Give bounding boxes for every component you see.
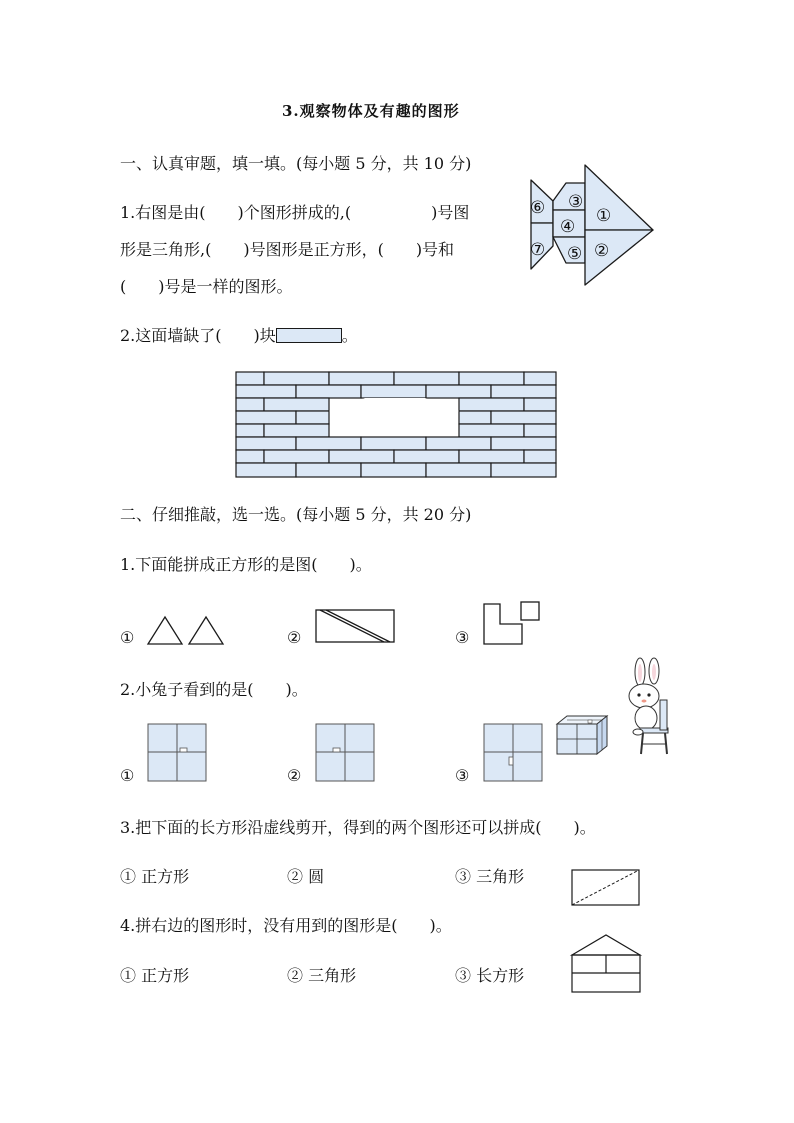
- s2-q2-option-2[interactable]: ②: [287, 766, 302, 785]
- s1-q2-text: [120, 326, 358, 346]
- page-title: 3.观察物体及有趣的图形: [282, 102, 460, 120]
- brick-icon: [276, 328, 342, 343]
- s2-q3-option-3[interactable]: ③ 三角形: [455, 867, 525, 886]
- rectangle-with-diagonal-icon: [314, 608, 396, 644]
- s2-q2-option-3[interactable]: ③: [455, 766, 470, 785]
- s2-q3-option-2[interactable]: ② 圆: [287, 867, 325, 886]
- s2-q3-option-1[interactable]: ① 正方形: [120, 867, 190, 886]
- label-piece-1: ①: [596, 206, 612, 226]
- s2-q1-option-3[interactable]: ③: [455, 628, 470, 647]
- s2-q1-option-1[interactable]: ①: [120, 628, 135, 647]
- s1-q1-line3: ( )号是一样的图形。: [120, 277, 293, 296]
- dashed-rectangle-icon: [570, 868, 642, 908]
- label-piece-2: ②: [594, 241, 610, 261]
- label-piece-4: ④: [560, 217, 576, 237]
- s1-q2-text-after: 。: [341, 326, 358, 345]
- s2-q4-text: 4.拼右边的图形时，没有用到的图形是( )。: [120, 916, 452, 935]
- s2-q3-text: 3.把下面的长方形沿虚线剪开，得到的两个图形还可以拼成( )。: [120, 818, 596, 837]
- label-piece-3: ③: [568, 192, 584, 212]
- s1-q1-line2: 形是三角形,( )号图形是正方形，( )号和: [120, 240, 455, 259]
- brick-wall-figure: [235, 371, 558, 479]
- house-shape-icon: [570, 933, 642, 995]
- view-option-1-icon: [147, 723, 209, 783]
- s1-q1-line1: 1.右图是由( )个图形拼成的,( )号图: [120, 203, 470, 222]
- s2-q2-text: 2.小兔子看到的是( )。: [120, 680, 308, 699]
- s2-q4-option-2[interactable]: ② 三角形: [287, 966, 357, 985]
- section1-heading: 一、认真审题，填一填。(每小题 5 分，共 10 分): [120, 154, 472, 173]
- two-triangles-icon: [146, 614, 226, 646]
- s2-q4-option-1[interactable]: ① 正方形: [120, 966, 190, 985]
- s1-q2-text-before: 2.这面墙缺了( )块: [120, 326, 276, 345]
- label-piece-6: ⑥: [530, 198, 546, 218]
- s2-q4-option-3[interactable]: ③ 长方形: [455, 966, 525, 985]
- view-option-2-icon: [315, 723, 377, 783]
- box-icon: [555, 714, 609, 756]
- tangram-fish-figure: [528, 163, 656, 289]
- section2-heading: 二、仔细推敲，选一选。(每小题 5 分，共 20 分): [120, 505, 472, 524]
- label-piece-5: ⑤: [567, 244, 583, 264]
- view-option-3-icon: [483, 723, 545, 783]
- s2-q1-option-2[interactable]: ②: [287, 628, 302, 647]
- l-shape-and-square-icon: [482, 600, 542, 646]
- s2-q1-text: 1.下面能拼成正方形的是图( )。: [120, 555, 372, 574]
- label-piece-7: ⑦: [530, 240, 546, 260]
- s2-q2-option-1[interactable]: ①: [120, 766, 135, 785]
- rabbit-on-chair-icon: [610, 656, 674, 756]
